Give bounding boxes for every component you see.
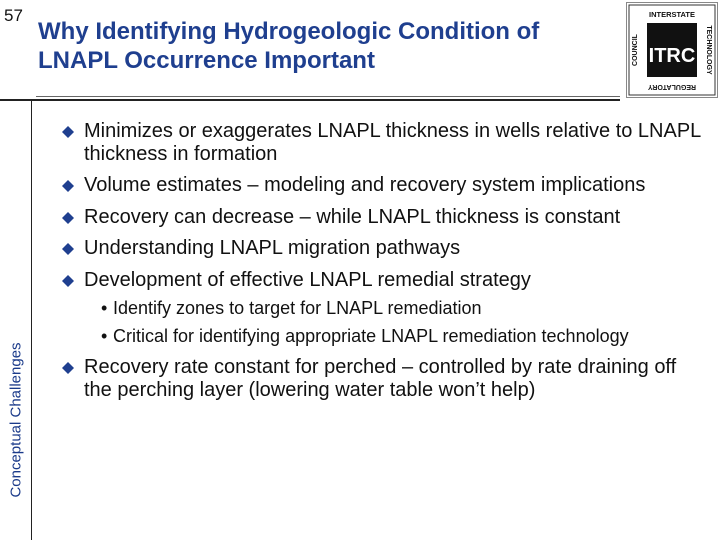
diamond-bullet-icon [62,126,74,138]
sub-bullet-item [62,298,702,318]
bullet-list [62,120,702,410]
slide-title: Why Identifying Hydrogeologic Condition of LNAPL Occurrence Important [38,18,540,74]
sub-bullet-text: Identify zones to target for LNAPL remediation [113,298,482,318]
header-divider-thin [36,96,620,97]
bullet-item [62,356,702,401]
logo-main-text: ITRC [648,45,696,67]
bullet-text: Development of effective LNAPL remedial strategy [84,268,531,291]
sub-bullet-text: Critical for identifying appropriate LNAPL remediation technology [113,326,629,346]
sidebar [0,100,32,540]
bullet-item [62,206,702,229]
bullet-item [62,174,702,197]
diamond-bullet-icon [62,180,74,192]
bullet-text: Recovery can decrease – while LNAPL thickness is constant [84,205,621,228]
diamond-bullet-icon [62,243,74,255]
sidebar-label: Conceptual Challenges [7,342,25,498]
logo-bottom-text: REGULATORY [647,83,697,90]
logo-right-text: TECHNOLOGY [705,25,712,75]
header-divider [0,99,620,101]
dot-bullet-icon: • [101,298,108,318]
logo-left-text: COUNCIL [632,34,639,66]
bullet-item [62,269,702,292]
diamond-bullet-icon [62,362,74,374]
itrc-logo [626,2,718,98]
logo-top-text: INTERSTATE [649,10,695,19]
slide-number: 57 [4,6,23,25]
sub-bullet-item [62,326,702,346]
diamond-bullet-icon [62,275,74,287]
bullet-item [62,120,702,165]
bullet-text: Volume estimates – modeling and recovery system implications [84,174,646,196]
bullet-text: Minimizes or exaggerates LNAPL thickness in wells relative to LNAPL thickness in formation [84,120,701,165]
bullet-text: Recovery rate constant for perched – controlled by rate draining off the perching layer (lowering water table won’t help) [84,356,677,401]
bullet-item [62,237,702,260]
diamond-bullet-icon [62,212,74,224]
sub-bullet-list [62,298,702,346]
bullet-text: Understanding LNAPL migration pathways [84,237,461,259]
dot-bullet-icon: • [101,326,108,346]
